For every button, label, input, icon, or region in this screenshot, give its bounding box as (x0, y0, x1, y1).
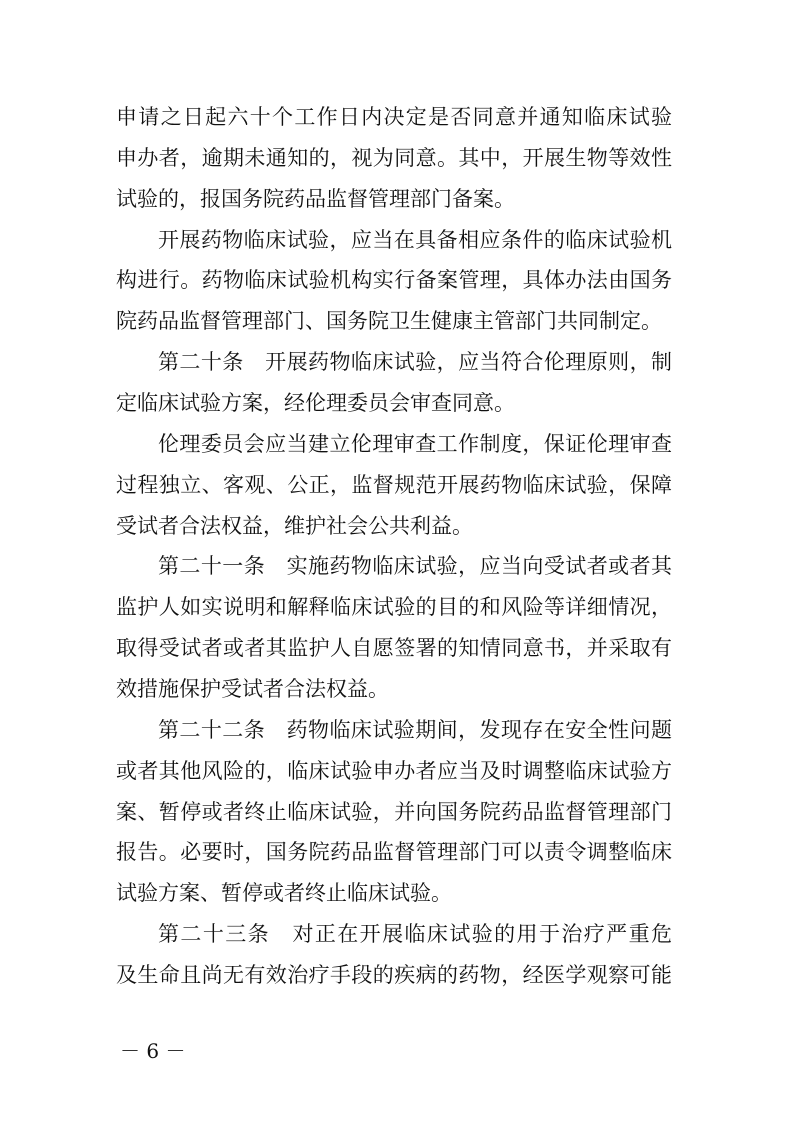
text-line: 试验的，报国务院药品监督管理部门备案。 (116, 186, 515, 211)
text-line: 案、暂停或者终止临床试验，并向国务院药品监督管理部门 (116, 799, 672, 824)
text-line: 第二十二条 药物临床试验期间，发现存在安全性问题 (158, 717, 672, 742)
text-line: 第二十条 开展药物临床试验，应当符合伦理原则，制 (158, 350, 672, 375)
text-line: 定临床试验方案，经伦理委员会审查同意。 (116, 391, 515, 415)
text-line: 第二十三条 对正在开展临床试验的用于治疗严重危 (158, 922, 672, 947)
text-line: 监护人如实说明和解释临床试验的目的和风险等详细情况， (116, 595, 672, 620)
text-line: 申办者，逾期未通知的，视为同意。其中，开展生物等效性 (116, 145, 672, 170)
text-line: 或者其他风险的，临床试验申办者应当及时调整临床试验方 (116, 758, 672, 783)
text-line: 效措施保护受试者合法权益。 (116, 677, 389, 701)
text-line: 试验方案、暂停或者终止临床试验。 (116, 881, 452, 906)
text-line: 伦理委员会应当建立伦理审查工作制度，保证伦理审查 (158, 431, 672, 456)
text-line: 取得受试者或者其监护人自愿签署的知情同意书，并采取有 (116, 636, 672, 661)
text-line: 受试者合法权益，维护社会公共利益。 (116, 513, 473, 538)
text-line: 开展药物临床试验，应当在具备相应条件的临床试验机 (158, 227, 672, 252)
page-number: － 6 － (120, 1039, 186, 1063)
text-line: 申请之日起六十个工作日内决定是否同意并通知临床试验 (116, 105, 672, 129)
text-line: 及生命且尚无有效治疗手段的疾病的药物，经医学观察可能 (116, 963, 672, 987)
text-line: 过程独立、客观、公正，监督规范开展药物临床试验，保障 (116, 472, 672, 497)
text-line: 第二十一条 实施药物临床试验，应当向受试者或者其 (158, 554, 672, 579)
text-line: 报告。必要时，国务院药品监督管理部门可以责令调整临床 (116, 840, 672, 865)
text-line: 院药品监督管理部门、国务院卫生健康主管部门共同制定。 (116, 309, 662, 334)
text-line: 构进行。药物临床试验机构实行备案管理，具体办法由国务 (116, 268, 672, 293)
